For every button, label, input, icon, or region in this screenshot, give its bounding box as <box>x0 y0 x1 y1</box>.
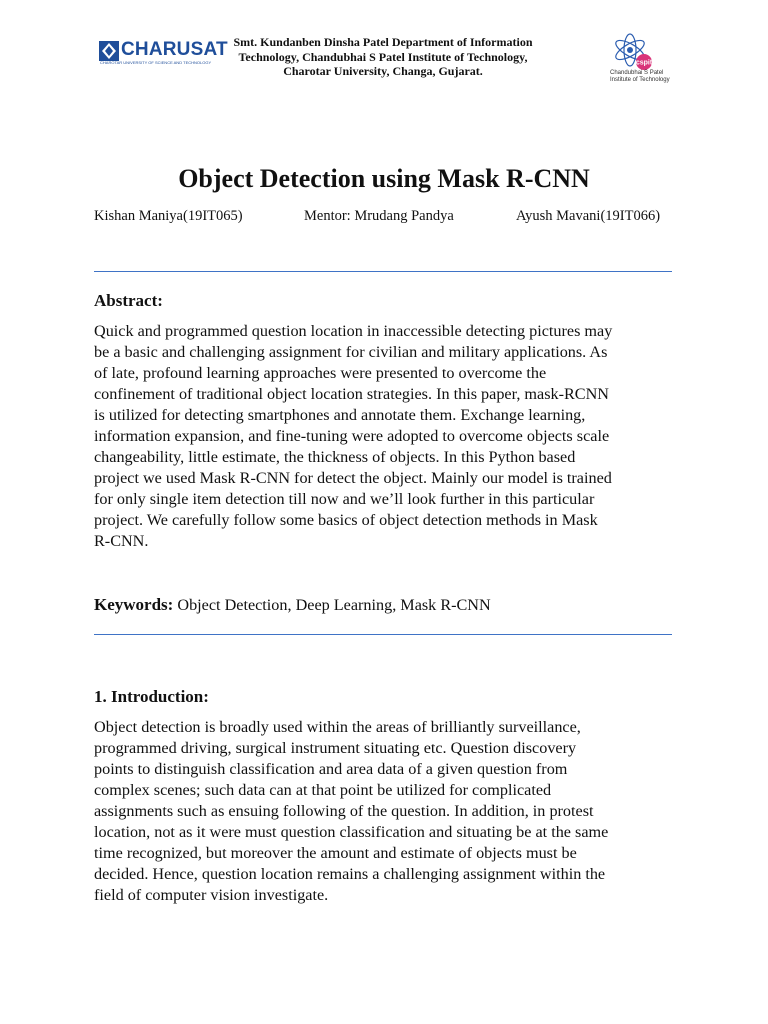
abstract-line: Quick and programmed question location in inaccessible detecting pictures may <box>94 322 613 340</box>
abstract-heading: Abstract: <box>94 291 163 310</box>
intro-line: Object detection is broadly used within the areas of brilliantly surveillance, <box>94 718 581 736</box>
abstract-line: for only single item detection till now and we’ll look further in this particular <box>94 490 595 508</box>
charusat-logo-tagline: CHAROTAR UNIVERSITY OF SCIENCE AND TECHNOLOGY <box>100 60 212 65</box>
introduction-body <box>94 717 684 906</box>
cspit-logo-name: cspit <box>635 59 653 67</box>
intro-line: complex scenes; such data can at that point be utilized for complicated <box>94 781 552 799</box>
cspit-caption-line: Chandubhai S Patel <box>610 70 664 76</box>
abstract-line: be a basic and challenging assignment for civilian and military applications. As <box>94 343 608 361</box>
intro-line: assignments such as ensuing following of the question. In addition, in protest <box>94 802 594 820</box>
abstract-line: changeability, little estimate, the thickness of objects. In this Python based <box>94 448 576 466</box>
cspit-atom-icon <box>606 32 666 72</box>
keywords-label: Keywords: <box>94 595 174 614</box>
intro-line: programmed driving, surgical instrument situating etc. Question discovery <box>94 739 577 757</box>
intro-line: time recognized, but moreover the amount and estimate of objects must be <box>94 844 577 862</box>
charusat-logo <box>98 38 246 72</box>
divider-bottom <box>94 634 672 635</box>
abstract-line: of late, profound learning approaches were presented to overcome the <box>94 364 547 382</box>
abstract-line: project. We carefully follow some basics of object detection methods in Mask <box>94 511 598 529</box>
abstract-line: confinement of traditional object location strategies. In this paper, mask-RCNN <box>94 385 609 403</box>
mentor: Mentor: Mrudang Pandya <box>304 208 454 224</box>
cspit-logo <box>606 32 676 90</box>
divider-top <box>94 271 672 272</box>
cspit-logo-caption <box>610 70 676 83</box>
intro-line: decided. Hence, question location remains a challenging assignment within the <box>94 865 606 883</box>
abstract-line: is utilized for detecting smartphones and annotate them. Exchange learning, <box>94 406 586 424</box>
abstract-body <box>94 321 684 552</box>
charusat-logo-name: CHARUSAT <box>121 39 228 60</box>
abstract-line: R-CNN. <box>94 532 149 550</box>
department-line: Technology, Chandubhai S Patel Institute of Technology, <box>238 49 528 64</box>
cspit-caption-line: Institute of Technology <box>610 76 670 83</box>
intro-line: location, not as it were must question classification and situating be at the same <box>94 823 609 841</box>
paper-title: Object Detection using Mask R-CNN <box>178 164 590 193</box>
department-header <box>228 35 538 79</box>
abstract-line: information expansion, and fine-tuning were adopted to overcome objects scale <box>94 427 610 445</box>
author-2: Ayush Mavani(19IT066) <box>516 208 661 224</box>
keywords-text: Object Detection, Deep Learning, Mask R-CNN <box>177 596 491 614</box>
department-line: Charotar University, Changa, Gujarat. <box>283 64 483 78</box>
department-line: Smt. Kundanben Dinsha Patel Department of Information <box>233 35 533 49</box>
intro-line: points to distinguish classification and area data of a given question from <box>94 760 568 778</box>
introduction-heading: 1. Introduction: <box>94 687 209 706</box>
intro-line: field of computer vision investigate. <box>94 886 329 904</box>
author-1: Kishan Maniya(19IT065) <box>94 208 243 224</box>
charusat-seal-icon <box>98 40 120 62</box>
keywords <box>94 595 491 615</box>
abstract-line: project we used Mask R-CNN for detect the object. Mainly our model is trained <box>94 469 612 487</box>
